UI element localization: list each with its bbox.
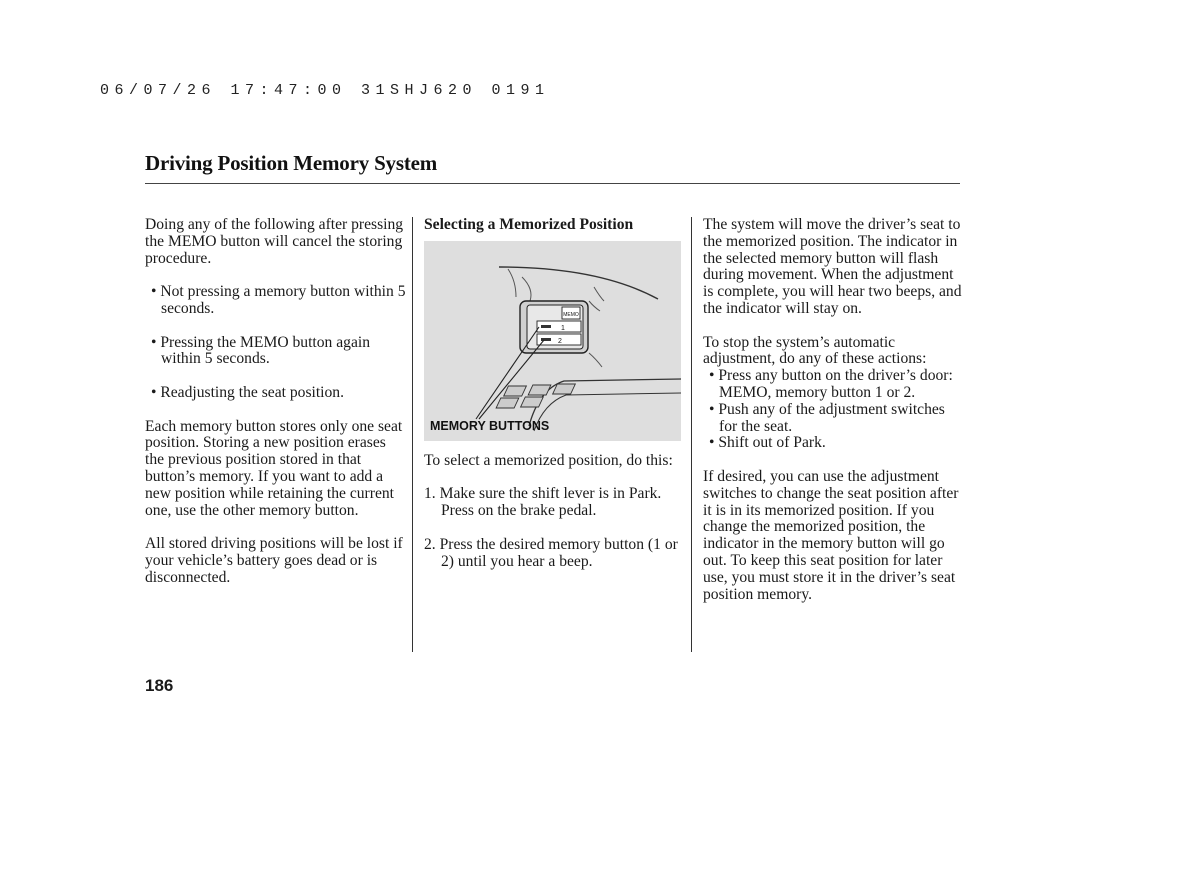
step-number: 1. [424,485,436,503]
column-2 [424,217,682,570]
page-title: Driving Position Memory System [145,151,438,175]
memory-button-2-label: 2 [558,337,562,345]
bullet-text: Readjusting the seat position. [160,383,344,401]
memo-button-label: MEMO [563,311,579,318]
step-text: Make sure the shift lever is in Park. Press on the brake pedal. [439,485,662,520]
bullet-item: • Not pressing a memory button within 5 seconds. [151,283,406,317]
page-number: 186 [145,676,174,695]
memory-buttons-illustration [424,241,681,441]
battery-paragraph: All stored driving positions will be lost if your vehicle’s battery goes dead or is disconnected. [145,535,403,586]
door-panel-drawing [424,241,681,441]
section-heading: Selecting a Memorized Position [424,216,634,233]
bullet-text: Push any of the adjustment switches for the seat. [718,400,945,435]
memory-storage-paragraph: Each memory button stores only one seat position. Storing a new position erases the previous position stored in that button’s memory. If you want to add a new position while retaining the current one, use the other memory button. [145,417,403,519]
column-divider [412,217,413,652]
memory-button-1-label: 1 [561,324,565,332]
bullet-text: Not pressing a memory button within 5 seconds. [160,283,406,317]
cancel-intro: Doing any of the following after pressing the MEMO button will cancel the storing procedure. [145,216,404,267]
step-item [424,486,682,520]
select-intro: To select a memorized position, do this: [424,451,673,469]
change-position-paragraph: If desired, you can use the adjustment switches to change the seat position after it is in its memorized position. If you change the memorized position, the indicator in the memory button will go out. To keep this seat position for later use, you must store it in the driver’s seat position memory. [703,467,959,603]
print-stamp: 06/07/26 17:47:00 31SHJ620 0191 [100,82,550,99]
bullet-item: • Push any of the adjustment switches for the seat. [709,400,945,435]
stop-adjustment-intro: To stop the system’s automatic adjustment, do any of these actions: [703,333,927,368]
bullet-text: Shift out of Park. [718,434,826,452]
step-text: Press the desired memory button (1 or 2) until you hear a beep. [439,535,678,570]
step-number: 2. [424,535,436,553]
bullet-text: Press any button on the driver’s door: MEMO, memory button 1 or 2. [718,367,953,401]
movement-paragraph: The system will move the driver’s seat to the memorized position. The indicator in the selected memory button will flash during movement. When the adjustment is complete, you will hear two beeps, and the indicator will stay on. [703,216,962,317]
column-3 [703,217,965,603]
bullet-text: Pressing the MEMO button again within 5 seconds. [160,333,370,368]
step-item [424,537,682,571]
bullet-item: • Readjusting the seat position. [151,383,344,401]
bullet-item: • Shift out of Park. [709,434,826,452]
bullet-item: • Press any button on the driver’s door: MEMO, memory button 1 or 2. [709,367,953,401]
bullet-item: • Pressing the MEMO button again within 5 seconds. [151,333,370,368]
column-divider [691,217,692,652]
figure-caption: MEMORY BUTTONS [430,419,550,433]
title-rule [145,183,960,184]
column-1 [145,217,407,587]
